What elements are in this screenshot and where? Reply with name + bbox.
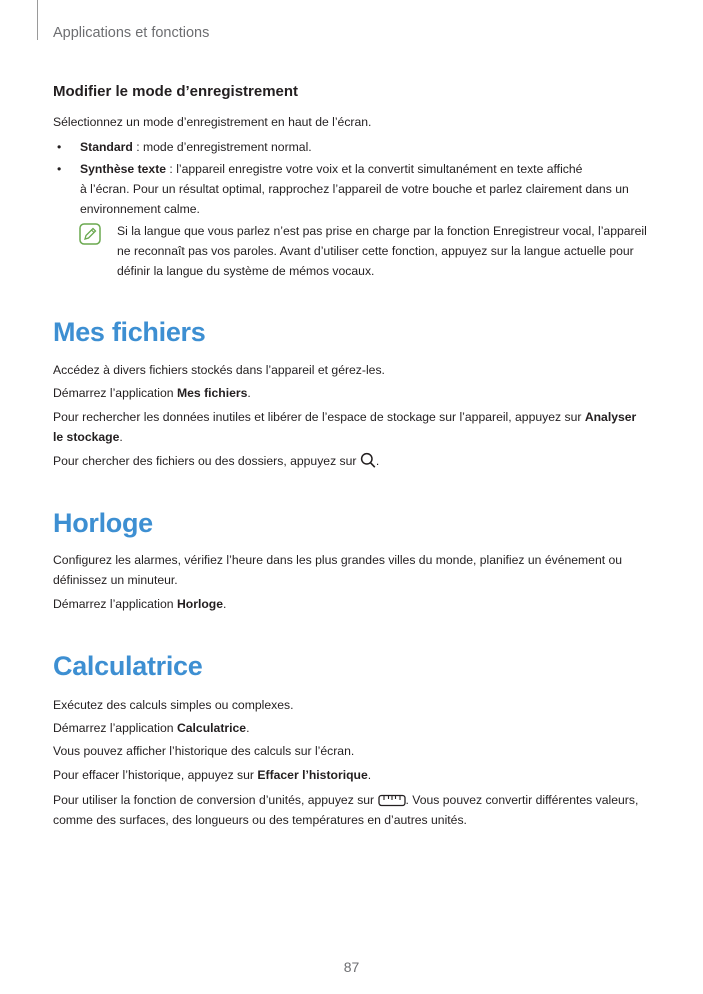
bullet: •: [57, 140, 62, 154]
bullet: •: [57, 162, 62, 176]
files-storage: Pour rechercher les données inutiles et libérer de l’espace de stockage sur l’appareil, appuyez sur Analyser le stockage.: [53, 410, 637, 444]
recording-intro: Sélectionnez un mode d’enregistrement en haut de l’écran.: [53, 115, 372, 129]
bullet-text: Synthèse texte : l’appareil enregistre votre voix et la convertit simultanément en texte affiché à l’écran. Pour un résultat optimal, rapprochez l’appareil de votre bouche et parlez clairement dans un environnement calme.: [80, 162, 629, 216]
page-number: 87: [343, 959, 360, 975]
ruler-icon: [378, 793, 406, 808]
note-pencil-icon: [79, 223, 101, 245]
header-rule: [37, 0, 38, 40]
section-subtitle-recording: Modifier le mode d’enregistrement: [53, 83, 299, 100]
files-launch: Démarrez l’application Mes fichiers.: [53, 386, 251, 400]
chapter-title: Applications et fonctions: [53, 25, 210, 41]
bullet-text: Standard : mode d’enregistrement normal.: [80, 140, 312, 154]
clock-intro: Configurez les alarmes, vérifiez l’heure dans les plus grandes villes du monde, planifiez un événement ou définissez un minuteur.: [53, 553, 623, 587]
calculator-clear: Pour effacer l’historique, appuyez sur Effacer l’historique.: [53, 768, 372, 782]
files-search: Pour chercher des fichiers ou des dossiers, appuyez sur .: [53, 454, 380, 468]
calculator-launch: Démarrez l’application Calculatrice.: [53, 721, 250, 735]
calculator-intro: Exécutez des calculs simples ou complexes.: [53, 698, 294, 712]
section-title-calculator: Calculatrice: [53, 651, 203, 681]
search-icon: [360, 452, 376, 469]
calculator-conversion: Pour utiliser la fonction de conversion d’unités, appuyez sur . Vous pouvez convertir différentes valeurs, comme des surfaces, des longueurs ou des températures en d’autres unités.: [53, 793, 639, 827]
note-text: Si la langue que vous parlez n’est pas prise en charge par la fonction Enregistreur vocal, l’appareil ne reconnaît pas vos paroles. Avant d’utiliser cette fonction, appuyez sur la langue actuelle pour définir la langue du système de mémos vocaux.: [117, 224, 647, 278]
section-title-files: Mes fichiers: [53, 317, 206, 347]
section-title-clock: Horloge: [53, 508, 153, 538]
files-intro: Accédez à divers fichiers stockés dans l’appareil et gérez-les.: [53, 363, 385, 377]
calculator-history: Vous pouvez afficher l’historique des calculs sur l’écran.: [53, 744, 355, 758]
clock-launch: Démarrez l’application Horloge.: [53, 597, 227, 611]
